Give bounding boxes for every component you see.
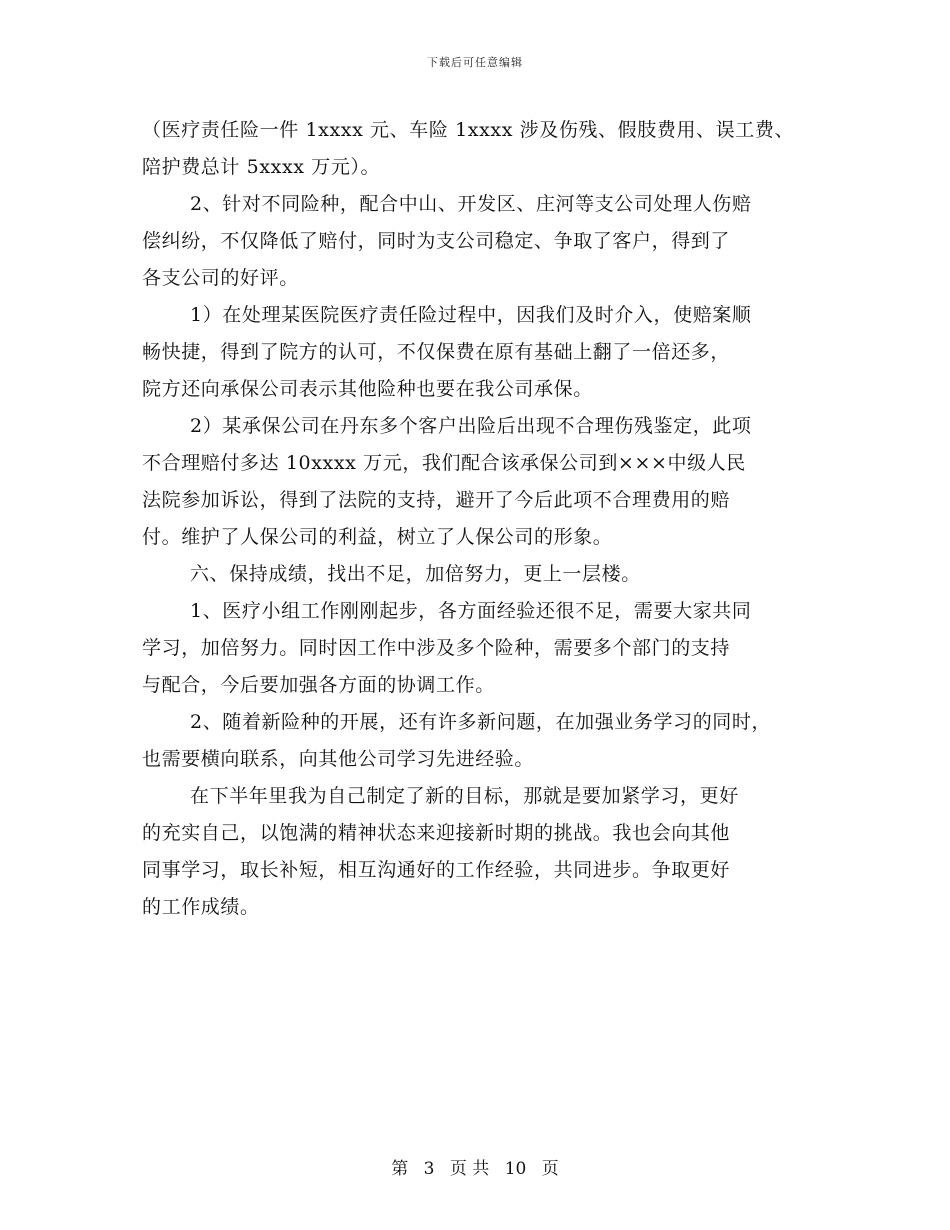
body-line: 2、随着新险种的开展，还有许多新问题，在加强业务学习的同时， [190, 711, 772, 733]
document-body [142, 112, 832, 926]
body-line: 也需要横向联系，向其他公司学习先进经验。 [142, 748, 535, 770]
body-line: 各支公司的好评。 [142, 267, 299, 289]
body-line: 2、针对不同险种，配合中山、开发区、庄河等支公司处理人伤赔 [190, 193, 752, 215]
body-line: 在下半年里我为自己制定了新的目标，那就是要加紧学习，更好 [190, 785, 739, 807]
body-line: 付。维护了人保公司的利益，树立了人保公司的形象。 [142, 526, 613, 548]
page-number-prefix: 第 [391, 1159, 409, 1179]
body-line: 同事学习，取长补短，相互沟通好的工作经验，共同进步。争取更好 [142, 859, 731, 881]
page-number [0, 1154, 950, 1179]
body-line: 法院参加诉讼，得到了法院的支持，避开了今后此项不合理费用的赔 [142, 489, 731, 511]
body-line: 与配合，今后要加强各方面的协调工作。 [142, 674, 495, 696]
body-line: 陪护费总计 5xxxx 万元）。 [142, 156, 381, 178]
page-number-suffix: 页 [541, 1159, 559, 1179]
current-page: 3 [423, 1159, 435, 1179]
body-line: 畅快捷，得到了院方的认可，不仅保费在原有基础上翻了一倍还多， [142, 341, 731, 363]
body-line: 偿纠纷，不仅降低了赔付，同时为支公司稳定、争取了客户，得到了 [142, 230, 731, 252]
body-line: 1、医疗小组工作刚刚起步，各方面经验还很不足，需要大家共同 [190, 600, 752, 622]
body-line: 不合理赔付多达 10xxxx 万元，我们配合该承保公司到×××中级人民 [142, 452, 746, 474]
body-line: 的工作成绩。 [142, 896, 260, 918]
total-pages: 10 [504, 1159, 527, 1179]
page-number-middle: 页 共 [449, 1159, 490, 1179]
page-header: 下载后可任意编辑 [427, 56, 523, 69]
body-line: 1）在处理某医院医疗责任险过程中，因我们及时介入，使赔案顺 [190, 304, 752, 326]
body-line: 2）某承保公司在丹东多个客户出险后出现不合理伤残鉴定，此项 [190, 415, 752, 437]
body-line: 院方还向承保公司表示其他险种也要在我公司承保。 [142, 378, 593, 400]
section-heading: 六、保持成绩，找出不足，加倍努力，更上一层楼。 [190, 563, 641, 585]
body-line: （医疗责任险一件 1xxxx 元、车险 1xxxx 涉及伤残、假肢费用、误工费、 [142, 119, 795, 141]
body-line: 的充实自己，以饱满的精神状态来迎接新时期的挑战。我也会向其他 [142, 822, 731, 844]
body-line: 学习，加倍努力。同时因工作中涉及多个险种，需要多个部门的支持 [142, 637, 731, 659]
